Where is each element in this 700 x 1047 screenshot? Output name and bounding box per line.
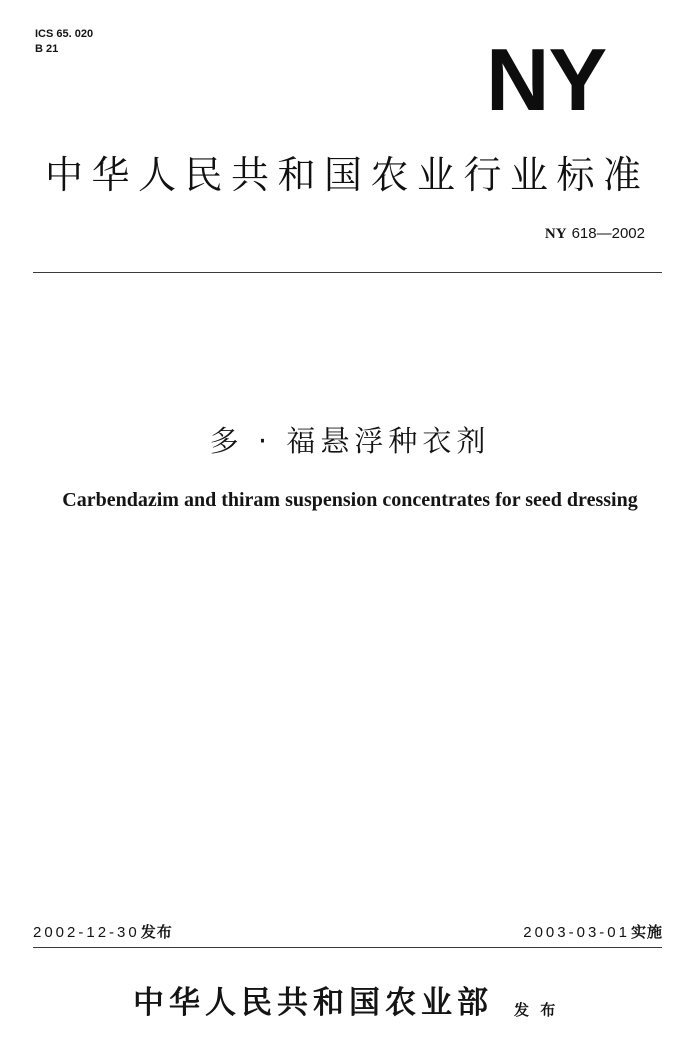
- issuing-authority: 中华人民共和国农业部: [133, 985, 493, 1021]
- standard-code-number: 618—2002: [571, 225, 645, 242]
- effective-date: 2003-03-01: [523, 924, 630, 941]
- top-divider: [33, 272, 662, 273]
- ny-logo: NY: [486, 30, 607, 129]
- issue-date: 2002-12-30: [33, 924, 140, 941]
- standard-code: [545, 225, 645, 243]
- effective-date-line: [523, 923, 663, 942]
- bottom-divider: [33, 947, 662, 948]
- issue-label: 发布: [140, 923, 173, 941]
- standard-category-title: 中华人民共和国农业行业标准: [45, 153, 650, 197]
- document-title-english: Carbendazim and thiram suspension concentrates for seed dressing: [62, 489, 638, 511]
- ics-code: ICS 65. 020: [35, 28, 94, 40]
- classification-codes: [35, 27, 93, 57]
- standard-code-prefix: NY: [544, 226, 567, 242]
- document-title-chinese: 多 · 福悬浮种衣剂: [209, 424, 491, 458]
- issue-date-line: [33, 923, 173, 942]
- issuing-label: 发 布: [514, 1001, 559, 1019]
- ccs-code: B 21: [35, 43, 59, 55]
- effective-label: 实施: [630, 923, 663, 941]
